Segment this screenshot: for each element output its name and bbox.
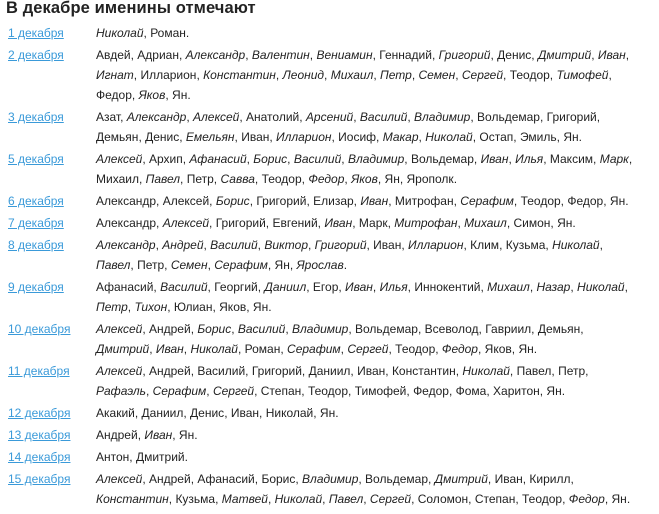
name: Владимир xyxy=(414,110,471,124)
list-item xyxy=(0,319,659,359)
name: Архип xyxy=(149,152,183,166)
name: Кирилл xyxy=(529,472,571,486)
name: Иннокентий xyxy=(414,280,481,294)
name: Савва xyxy=(220,172,255,186)
name: Серафим xyxy=(214,258,268,272)
name: Теодор xyxy=(522,492,563,506)
name: Сергей xyxy=(461,68,504,82)
name: Акакий xyxy=(96,406,135,420)
name: Григорий xyxy=(256,194,307,208)
name: Геннадий xyxy=(379,48,432,62)
name: Борис xyxy=(197,322,232,336)
name: Василий xyxy=(237,322,286,336)
name: Тимофей xyxy=(556,68,609,82)
name: Демьян xyxy=(96,130,139,144)
name: Вольдемар xyxy=(477,110,540,124)
name: Борис xyxy=(253,152,288,166)
name: Вольдемар xyxy=(355,322,418,336)
name: Роман xyxy=(244,342,281,356)
name: Иван xyxy=(494,472,523,486)
name: Степан xyxy=(260,384,302,398)
name: Вольдемар xyxy=(410,152,474,166)
name: Игнат xyxy=(96,68,134,82)
name: Александр xyxy=(185,48,246,62)
name: Теодор xyxy=(395,342,436,356)
name: Василий xyxy=(359,110,408,124)
page-title: В декабре именины отмечают xyxy=(6,0,256,17)
name: Яков xyxy=(138,88,166,102)
name: Тихон xyxy=(134,300,168,314)
name: Демьян xyxy=(537,322,581,336)
name: Иван xyxy=(324,216,353,230)
name: Георгий xyxy=(214,280,258,294)
name: Петр xyxy=(137,258,165,272)
name: Роман xyxy=(150,26,186,40)
list-item xyxy=(0,213,659,233)
names-text: Авдей, Адриан, Александр, Валентин, Вениамин, Геннадий, Григорий, Денис, Дмитрий, Иван, Игнат, Илларион, Константин, Леонид, Михаил, Петр, Семен, Сергей, Теодор, Тимофей, Федор, Яков, Ян. xyxy=(96,48,630,102)
name: Максим xyxy=(549,152,594,166)
name: Антон xyxy=(96,450,130,464)
name: Иван xyxy=(480,152,509,166)
name: Андрей xyxy=(149,364,191,378)
name: Андрей xyxy=(149,472,191,486)
name: Иван xyxy=(241,130,270,144)
name: Адриан xyxy=(137,48,179,62)
name: Сергей xyxy=(212,384,255,398)
name: Иван xyxy=(345,280,373,294)
name: Кузьма xyxy=(175,492,216,506)
name: Василий xyxy=(210,238,258,252)
name: Алексей xyxy=(193,110,240,124)
name: Егор xyxy=(312,280,339,294)
name: Владимир xyxy=(302,472,359,486)
name: Денис xyxy=(145,130,180,144)
name: Теодор xyxy=(261,172,302,186)
name: Николай xyxy=(462,364,510,378)
name: Серафим xyxy=(287,342,341,356)
name: Андрей xyxy=(96,428,138,442)
name: Ян xyxy=(384,172,400,186)
name: Алексей xyxy=(162,216,210,230)
name: Илларион xyxy=(276,130,332,144)
name: Павел xyxy=(328,492,364,506)
name: Харитон xyxy=(493,384,540,398)
name: Иван xyxy=(360,194,389,208)
name: Николай xyxy=(274,492,323,506)
name: Фома xyxy=(455,384,487,398)
name: Афанасий xyxy=(189,152,247,166)
name: Владимир xyxy=(292,322,349,336)
date-link[interactable]: 10 декабря xyxy=(8,322,71,336)
name: Назар xyxy=(536,280,571,294)
name: Иосиф xyxy=(338,130,377,144)
name: Федор xyxy=(441,342,478,356)
name: Денис xyxy=(497,48,532,62)
names-text: Алексей, Архип, Афанасий, Борис, Василий, Владимир, Вольдемар, Иван, Илья, Максим, Марк, Михаил, Павел, Петр, Савва, Теодор, Федор, Яков, Ян, Ярополк. xyxy=(96,152,633,186)
list-item xyxy=(0,191,659,211)
name: Павел xyxy=(516,364,552,378)
name: Алексей xyxy=(96,472,143,486)
name: Митрофан xyxy=(394,194,454,208)
name: Степан xyxy=(474,492,516,506)
name: Вольдемар xyxy=(365,472,428,486)
name: Павел xyxy=(145,172,181,186)
name: Алексей xyxy=(96,364,143,378)
name: Теодор xyxy=(509,68,550,82)
list-item xyxy=(0,149,659,189)
names-text: Афанасий, Василий, Георгий, Даниил, Егор, Иван, Илья, Иннокентий, Михаил, Назар, Николай, Петр, Тихон, Юлиан, Яков, Ян. xyxy=(96,280,628,314)
name: Александр xyxy=(96,216,157,230)
name: Эмиль xyxy=(519,130,557,144)
name: Макар xyxy=(382,130,419,144)
name: Дмитрий xyxy=(537,48,592,62)
date-link[interactable]: 11 декабря xyxy=(8,364,70,378)
name: Афанасий xyxy=(197,472,255,486)
name: Андрей xyxy=(149,322,191,336)
name: Дмитрий xyxy=(434,472,488,486)
name: Даниил xyxy=(308,364,351,378)
name: Ян xyxy=(319,406,336,420)
name: Юлиан xyxy=(173,300,213,314)
name: Тимофей xyxy=(354,384,407,398)
names-text: Александр, Андрей, Василий, Виктор, Григорий, Иван, Илларион, Клим, Кузьма, Николай, Павел, Петр, Семен, Серафим, Ян, Ярослав. xyxy=(96,238,603,272)
names-text: Николай, Роман. xyxy=(96,26,190,40)
name: Ян xyxy=(609,194,626,208)
name: Илларион xyxy=(408,238,464,252)
list-item xyxy=(0,235,659,275)
name: Ян xyxy=(557,216,573,230)
name: Николай xyxy=(96,26,144,40)
name: Вениамин xyxy=(316,48,373,62)
name: Илья xyxy=(515,152,544,166)
name: Марк xyxy=(599,152,629,166)
list-item xyxy=(0,45,659,105)
name: Федор xyxy=(568,492,605,506)
date-link[interactable]: 5 декабря xyxy=(8,152,64,166)
name: Симон xyxy=(513,216,551,230)
name: Михаил xyxy=(464,216,507,230)
name: Григорий xyxy=(314,238,367,252)
name: Семен xyxy=(418,68,456,82)
name: Михаил xyxy=(96,172,139,186)
name: Денис xyxy=(190,406,225,420)
name: Сергей xyxy=(347,342,389,356)
name: Арсений xyxy=(305,110,354,124)
name: Иван xyxy=(357,364,386,378)
name: Валентин xyxy=(251,48,310,62)
name: Емельян xyxy=(185,130,235,144)
name: Виктор xyxy=(264,238,308,252)
names-text: Андрей, Иван, Ян. xyxy=(96,428,198,442)
list-item xyxy=(0,361,659,401)
name: Петр xyxy=(380,68,412,82)
name: Василий xyxy=(293,152,342,166)
date-link[interactable]: 13 декабря xyxy=(8,428,71,442)
name: Серафим xyxy=(152,384,207,398)
name: Иван xyxy=(230,406,260,420)
name: Константин xyxy=(203,68,276,82)
name: Яков xyxy=(484,342,512,356)
name: Ярополк xyxy=(406,172,454,186)
name: Алексей xyxy=(162,194,210,208)
date-link[interactable]: 6 декабря xyxy=(8,194,64,208)
name: Владимир xyxy=(347,152,405,166)
name: Александр xyxy=(96,238,156,252)
name: Елизар xyxy=(313,194,354,208)
names-text: Акакий, Даниил, Денис, Иван, Николай, Ян. xyxy=(96,406,339,420)
name: Николай xyxy=(265,406,314,420)
list-item xyxy=(0,425,659,445)
list-item xyxy=(0,403,659,423)
list-item xyxy=(0,469,659,509)
name: Яков xyxy=(219,300,247,314)
name: Ярослав xyxy=(296,258,344,272)
name: Петр xyxy=(96,300,128,314)
name: Григорий xyxy=(215,216,266,230)
names-text: Азат, Александр, Алексей, Анатолий, Арсений, Василий, Владимир, Вольдемар, Григорий, Демьян, Денис, Емельян, Иван, Илларион, Иосиф, Макар, Николай, Остап, Эмиль, Ян. xyxy=(96,110,601,144)
list-item xyxy=(0,277,659,317)
name: Федор xyxy=(308,172,345,186)
date-link[interactable]: 12 декабря xyxy=(8,406,71,420)
name: Кузьма xyxy=(505,238,546,252)
name: Ян xyxy=(563,130,579,144)
names-text: Алексей, Андрей, Афанасий, Борис, Владимир, Вольдемар, Дмитрий, Иван, Кирилл, Константин, Кузьма, Матвей, Николай, Павел, Сергей, Соломон, Степан, Теодор, Федор, Ян. xyxy=(96,472,631,506)
list-item xyxy=(0,447,659,467)
name: Федор xyxy=(96,88,132,102)
name: Иван xyxy=(597,48,626,62)
name: Василий xyxy=(197,364,246,378)
name: Ян xyxy=(274,258,290,272)
name: Остап xyxy=(479,130,514,144)
name: Василий xyxy=(160,280,208,294)
names-text: Александр, Алексей, Борис, Григорий, Елизар, Иван, Митрофан, Серафим, Теодор, Федор, Ян. xyxy=(96,194,629,208)
name: Ян xyxy=(172,88,188,102)
name: Ян xyxy=(546,384,562,398)
name: Авдей xyxy=(96,48,131,62)
name: Николай xyxy=(552,238,600,252)
name: Афанасий xyxy=(96,280,154,294)
name: Даниил xyxy=(264,280,307,294)
name: Дмитрий xyxy=(96,342,150,356)
name: Серафим xyxy=(460,194,514,208)
name: Григорий xyxy=(438,48,491,62)
name: Всеволод xyxy=(424,322,479,336)
list-item xyxy=(0,107,659,147)
name: Даниил xyxy=(141,406,184,420)
date-link[interactable]: 1 декабря xyxy=(8,26,64,40)
name: Яков xyxy=(351,172,378,186)
name: Борис xyxy=(261,472,296,486)
name: Анатолий xyxy=(246,110,300,124)
name: Иван xyxy=(155,342,184,356)
name: Дмитрий xyxy=(135,450,185,464)
names-text: Антон, Дмитрий. xyxy=(96,450,188,464)
name: Клим xyxy=(470,238,500,252)
date-link[interactable]: 2 декабря xyxy=(8,48,64,62)
names-text: Алексей, Андрей, Василий, Григорий, Даниил, Иван, Константин, Николай, Павел, Петр, Рафаэль, Серафим, Сергей, Степан, Теодор, Тимофей, Федор, Фома, Харитон, Ян. xyxy=(96,364,589,398)
name: Константин xyxy=(391,364,456,378)
name: Петр xyxy=(558,364,586,378)
name: Гавриил xyxy=(485,322,532,336)
name: Ян xyxy=(252,300,269,314)
name: Ян xyxy=(178,428,195,442)
name: Евгений xyxy=(272,216,318,230)
name: Митрофан xyxy=(394,216,458,230)
name: Иван xyxy=(373,238,402,252)
name-days-list xyxy=(0,23,659,511)
names-text: Александр, Алексей, Григорий, Евгений, Иван, Марк, Митрофан, Михаил, Симон, Ян. xyxy=(96,216,576,230)
name: Николай xyxy=(577,280,625,294)
name: Петр xyxy=(186,172,214,186)
name: Михаил xyxy=(330,68,374,82)
name: Александр xyxy=(126,110,187,124)
name: Алексей xyxy=(96,322,143,336)
date-link[interactable]: 15 декабря xyxy=(8,472,71,486)
name: Александр xyxy=(96,194,157,208)
name: Теодор xyxy=(307,384,349,398)
name: Николай xyxy=(425,130,473,144)
name: Григорий xyxy=(251,364,302,378)
name: Азат xyxy=(96,110,121,124)
name: Алексей xyxy=(96,152,143,166)
name: Семен xyxy=(170,258,208,272)
date-link[interactable]: 3 декабря xyxy=(8,110,64,124)
name: Рафаэль xyxy=(96,384,146,398)
name: Федор xyxy=(413,384,449,398)
name: Михаил xyxy=(487,280,530,294)
name: Теодор xyxy=(520,194,561,208)
date-link[interactable]: 14 декабря xyxy=(8,450,71,464)
name: Андрей xyxy=(162,238,204,252)
date-link[interactable]: 9 декабря xyxy=(8,280,64,294)
date-link[interactable]: 8 декабря xyxy=(8,238,64,252)
name: Марк xyxy=(358,216,388,230)
name: Борис xyxy=(215,194,250,208)
name: Илларион xyxy=(140,68,197,82)
name: Ян xyxy=(611,492,627,506)
name: Матвей xyxy=(221,492,268,506)
name: Григорий xyxy=(546,110,597,124)
name: Илья xyxy=(379,280,408,294)
name: Федор xyxy=(567,194,604,208)
name: Константин xyxy=(96,492,169,506)
name: Иван xyxy=(144,428,173,442)
names-text: Алексей, Андрей, Борис, Василий, Владимир, Вольдемар, Всеволод, Гавриил, Демьян, Дмитрий, Иван, Николай, Роман, Серафим, Сергей, Теодор, Федор, Яков, Ян. xyxy=(96,322,584,356)
name: Павел xyxy=(96,258,131,272)
name: Николай xyxy=(190,342,238,356)
name: Сергей xyxy=(369,492,412,506)
name: Соломон xyxy=(417,492,469,506)
name: Леонид xyxy=(282,68,325,82)
date-link[interactable]: 7 декабря xyxy=(8,216,64,230)
name: Ян xyxy=(518,342,534,356)
list-item xyxy=(0,23,659,43)
